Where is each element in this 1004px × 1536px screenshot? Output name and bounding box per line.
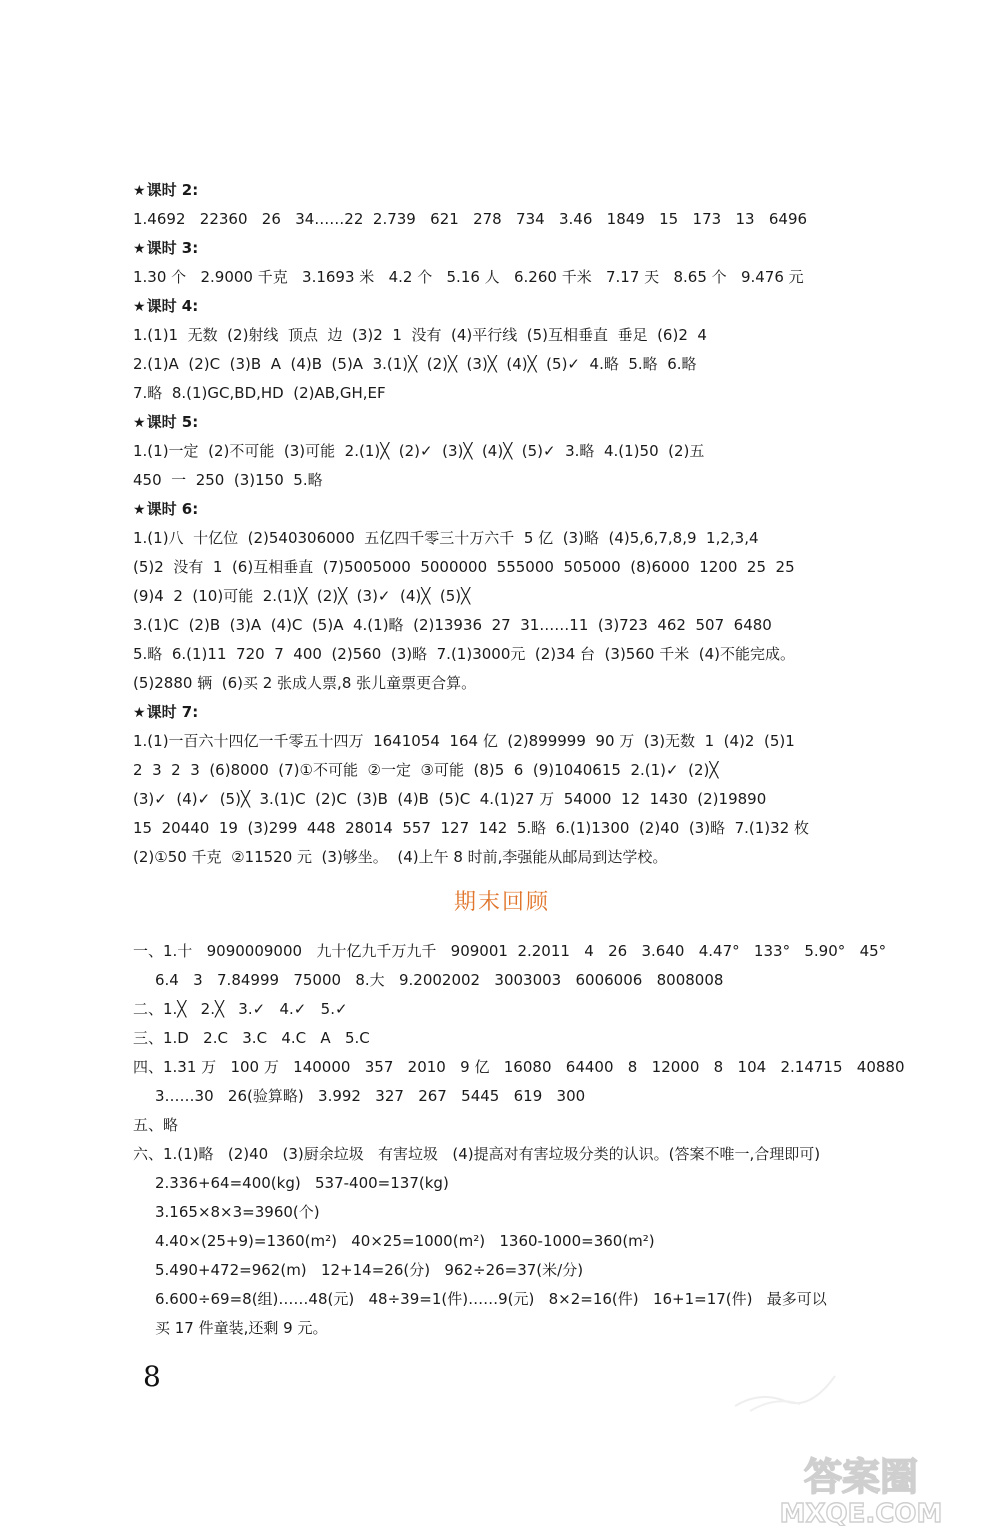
star-icon: ★	[133, 183, 146, 199]
lesson-heading	[133, 234, 923, 263]
answer-line: 3.(1)C (2)B (3)A (4)C (5)A 4.(1)略 (2)13936 27 31……11 (3)723 462 507 6480	[133, 616, 772, 634]
lesson-heading	[133, 292, 923, 321]
answer-line: (5)2 没有 1 (6)互相垂直 (7)5005000 5000000 555000 505000 (8)6000 1200 25 25	[133, 558, 795, 576]
answer-line: (3)✓ (4)✓ (5)╳ 3.(1)C (2)C (3)B (4)B (5)C 4.(1)27 万 54000 12 1430 (2)19890	[133, 790, 767, 808]
answer-line: 1.(1)1 无数 (2)射线 顶点 边 (3)2 1 没有 (4)平行线 (5)互相垂直 垂足 (6)2 4	[133, 326, 707, 344]
answer-line: 5.略 6.(1)11 720 7 400 (2)560 (3)略 7.(1)3000元 (2)34 台 (3)560 千米 (4)不能完成。	[133, 645, 795, 663]
final-answer-line: 2.336+64=400(kg) 537-400=137(kg)	[155, 1174, 449, 1192]
final-answer-line: 五、略	[133, 1116, 179, 1134]
watermark-text-top: 答案圈	[803, 1455, 919, 1499]
final-review-answers	[133, 937, 923, 1343]
answer-line: (5)2880 辆 (6)买 2 张成人票,8 张儿童票更合算。	[133, 674, 477, 692]
final-answer-line: 一、1.十 9090009000 九十亿九千万九千 909001 2.2011 4 26 3.640 4.47° 133° 5.90° 45°	[133, 942, 887, 960]
final-answer-line: 买 17 件童装,还剩 9 元。	[155, 1319, 328, 1337]
final-answer-line: 二、1.╳ 2.╳ 3.✓ 4.✓ 5.✓	[133, 1000, 348, 1018]
watermark-text-bottom: MXQE.COM	[779, 1499, 943, 1526]
final-answer-line: 四、1.31 万 100 万 140000 357 2010 9 亿 16080 64400 8 12000 8 104 2.14715 40880	[133, 1058, 905, 1076]
final-answer-line: 6.600÷69=8(组)……48(元) 48÷39=1(件)……9(元) 8×2=16(件) 16+1=17(件) 最多可以	[155, 1290, 827, 1308]
answer-line: 15 20440 19 (3)299 448 28014 557 127 142 5.略 6.(1)1300 (2)40 (3)略 7.(1)32 枚	[133, 819, 810, 837]
answer-line: 450 一 250 (3)150 5.略	[133, 471, 323, 489]
star-icon: ★	[133, 299, 146, 315]
answer-line: 1.(1)一百六十四亿一千零五十四万 1641054 164 亿 (2)899999 90 万 (3)无数 1 (4)2 (5)1	[133, 732, 795, 750]
answer-line: (9)4 2 (10)可能 2.(1)╳ (2)╳ (3)✓ (4)╳ (5)╳	[133, 587, 471, 605]
lesson-heading-text: 课时 5:	[146, 413, 199, 431]
answer-line: 2 3 2 3 (6)8000 (7)①不可能 ②一定 ③可能 (8)5 6 (9)1040615 2.(1)✓ (2)╳	[133, 761, 719, 779]
watermark-logo	[736, 1448, 986, 1526]
lesson-heading	[133, 698, 923, 727]
answer-line: 1.4692 22360 26 34……22 2.739 621 278 734 3.46 1849 15 173 13 6496	[133, 210, 808, 228]
star-icon: ★	[133, 502, 146, 518]
final-answer-line: 3……30 26(验算略) 3.992 327 267 5445 619 300	[155, 1087, 586, 1105]
final-answer-line: 6.4 3 7.84999 75000 8.大 9.2002002 3003003 6006006 8008008	[155, 971, 724, 989]
lesson-heading-text: 课时 6:	[146, 500, 199, 518]
final-answer-line: 3.165×8×3=3960(个)	[155, 1203, 320, 1221]
page-number: 8	[143, 1360, 161, 1393]
answer-line: 2.(1)A (2)C (3)B A (4)B (5)A 3.(1)╳ (2)╳ (3)╳ (4)╳ (5)✓ 4.略 5.略 6.略	[133, 355, 697, 373]
final-review-title: 期末回顾	[453, 890, 550, 915]
answer-line: (2)①50 千克 ②11520 元 (3)够坐。 (4)上午 8 时前,李强能从邮局到达学校。	[133, 848, 668, 866]
answer-line: 1.30 个 2.9000 千克 3.1693 米 4.2 个 5.16 人 6.260 千米 7.17 天 8.65 个 9.476 元	[133, 268, 804, 286]
answer-line: 1.(1)一定 (2)不可能 (3)可能 2.(1)╳ (2)✓ (3)╳ (4)╳ (5)✓ 3.略 4.(1)50 (2)五	[133, 442, 705, 460]
lesson-answers	[133, 176, 923, 872]
final-answer-line: 三、1.D 2.C 3.C 4.C A 5.C	[133, 1029, 370, 1047]
lesson-heading	[133, 495, 923, 524]
star-icon: ★	[133, 415, 146, 431]
lesson-heading-text: 课时 7:	[146, 703, 199, 721]
lesson-heading-text: 课时 3:	[146, 239, 199, 257]
lesson-heading	[133, 408, 923, 437]
faint-stamp-mark	[730, 1356, 840, 1416]
lesson-heading	[133, 176, 923, 205]
final-answer-line: 4.40×(25+9)=1360(m²) 40×25=1000(m²) 1360-1000=360(m²)	[155, 1232, 655, 1250]
answer-line: 1.(1)八 十亿位 (2)540306000 五亿四千零三十万六千 5 亿 (3)略 (4)5,6,7,8,9 1,2,3,4	[133, 529, 759, 547]
star-icon: ★	[133, 705, 146, 721]
final-answer-line: 5.490+472=962(m) 12+14=26(分) 962÷26=37(米/分)	[155, 1261, 584, 1279]
lesson-heading-text: 课时 4:	[146, 297, 199, 315]
lesson-heading-text: 课时 2:	[146, 181, 199, 199]
answer-line: 7.略 8.(1)GC,BD,HD (2)AB,GH,EF	[133, 384, 386, 402]
final-answer-line: 六、1.(1)略 (2)40 (3)厨余垃圾 有害垃圾 (4)提高对有害垃圾分类的认识。(答案不唯一,合理即可)	[133, 1145, 821, 1163]
star-icon: ★	[133, 241, 146, 257]
